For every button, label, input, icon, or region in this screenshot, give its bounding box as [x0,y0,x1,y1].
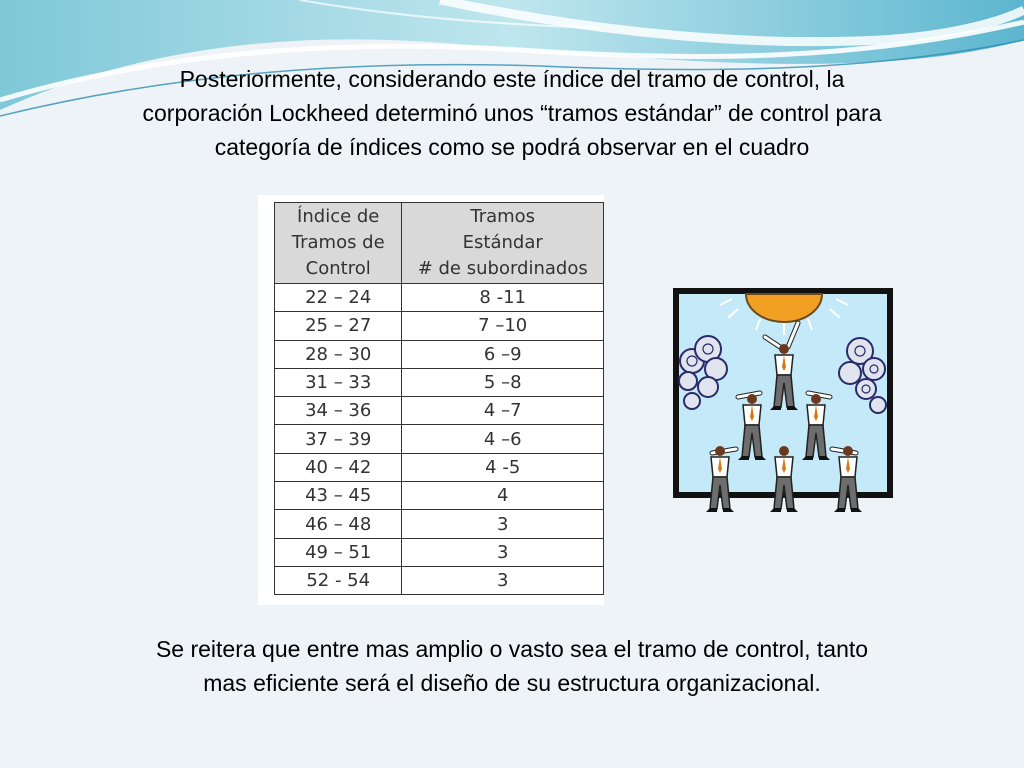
table-row [275,340,604,368]
heading-line: Posteriormente, considerando este índice del tramo de control, la [179,66,845,92]
table-row [275,284,604,312]
span-cell: 3 [402,566,604,594]
span-cell: 3 [402,510,604,538]
span-cell: 6 –9 [402,340,604,368]
conclusion-text [40,632,984,700]
human-pyramid-icon [668,283,898,518]
index-cell: 34 – 36 [275,397,402,425]
table-row [275,425,604,453]
table-row [275,397,604,425]
span-cell: 7 –10 [402,312,604,340]
index-cell: 22 – 24 [275,284,402,312]
standard-spans-table [274,202,604,595]
table-header-row [275,203,604,284]
index-cell: 37 – 39 [275,425,402,453]
span-cell: 8 -11 [402,284,604,312]
table-row [275,453,604,481]
column-header-index: Índice de Tramos de Control [275,203,402,284]
table-row [275,482,604,510]
span-cell: 4 –6 [402,425,604,453]
table-row [275,538,604,566]
index-cell: 43 – 45 [275,482,402,510]
span-cell: 4 [402,482,604,510]
slide-heading [40,62,984,164]
index-cell: 28 – 30 [275,340,402,368]
index-cell: 40 – 42 [275,453,402,481]
span-cell: 4 –7 [402,397,604,425]
span-cell: 3 [402,538,604,566]
index-cell: 25 – 27 [275,312,402,340]
span-cell: 4 -5 [402,453,604,481]
index-cell: 31 – 33 [275,368,402,396]
index-cell: 52 - 54 [275,566,402,594]
index-cell: 46 – 48 [275,510,402,538]
table-row [275,510,604,538]
table-row [275,312,604,340]
table-row [275,566,604,594]
footer-line: Se reitera que entre mas amplio o vasto sea el tramo de control, tanto [155,636,869,662]
span-table-panel [258,195,604,605]
column-header-spans: Tramos Estándar # de subordinados [402,203,604,284]
index-cell: 49 – 51 [275,538,402,566]
heading-line: categoría de índices como se podrá observar en el cuadro [214,134,810,160]
heading-line: corporación Lockheed determinó unos “tramos estándar” de control para [142,100,882,126]
footer-line: mas eficiente será el diseño de su estructura organizacional. [203,670,821,696]
table-row [275,368,604,396]
span-cell: 5 –8 [402,368,604,396]
